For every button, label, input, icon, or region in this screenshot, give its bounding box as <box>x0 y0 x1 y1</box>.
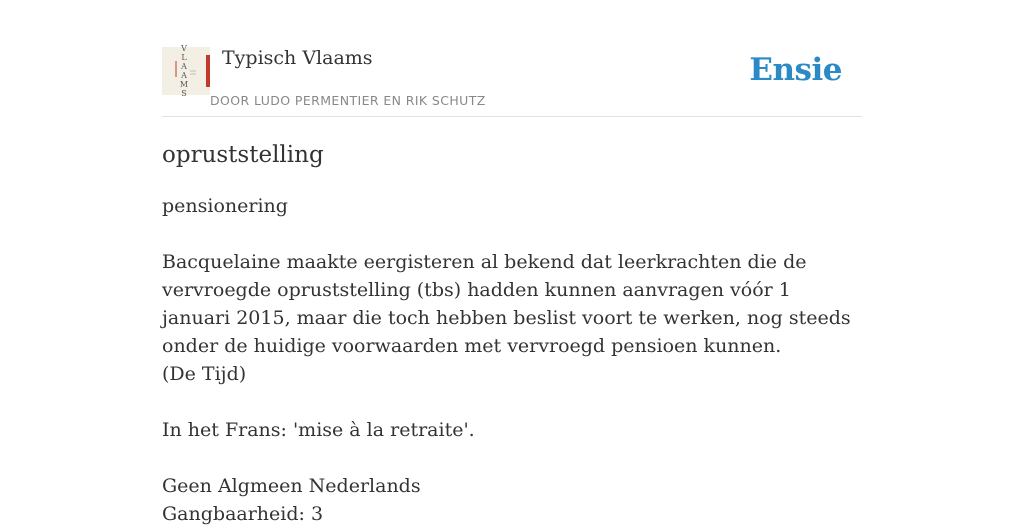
book-cover-image <box>162 44 210 98</box>
header <box>162 0 862 117</box>
entry-example: Bacquelaine maakte eergisteren al bekend dat leerkrachten die de vervroegde opruststelling (tbs) hadden kunnen aanvragen vóór 1 januari 2015, maar die toch hebben beslist voort te werken, nog steeds onder de huidige voorwaarden met vervroegd pensioen kunnen. <box>162 251 851 357</box>
entry-body <box>162 192 862 528</box>
avatar-letter: M <box>179 80 189 89</box>
avatar-letter: L <box>181 53 187 62</box>
spacer <box>162 444 862 472</box>
entry-french-note: In het Frans: 'mise à la retraite'. <box>162 419 475 441</box>
entry-status: Geen Algmeen Nederlands <box>162 475 421 497</box>
book-cover-avatar[interactable] <box>162 44 210 98</box>
entry-example-source: (De Tijd) <box>162 363 247 385</box>
spacer <box>162 388 862 416</box>
avatar-letter: A <box>181 62 187 71</box>
avatar-letter: S <box>181 89 187 98</box>
book-authors: DOOR LUDO PERMENTIER EN RIK SCHUTZ <box>210 93 486 108</box>
book-title[interactable]: Typisch Vlaams <box>222 47 373 69</box>
avatar-letter: A <box>181 71 187 80</box>
entry-word: opruststelling <box>162 142 324 168</box>
spacer <box>162 220 862 248</box>
entry-frequency: Gangbaarheid: 3 <box>162 503 324 525</box>
ensie-logo[interactable]: Ensie <box>749 52 842 88</box>
page-container <box>162 0 862 525</box>
entry-definition: pensionering <box>162 195 288 217</box>
avatar-letter: V <box>181 44 187 53</box>
